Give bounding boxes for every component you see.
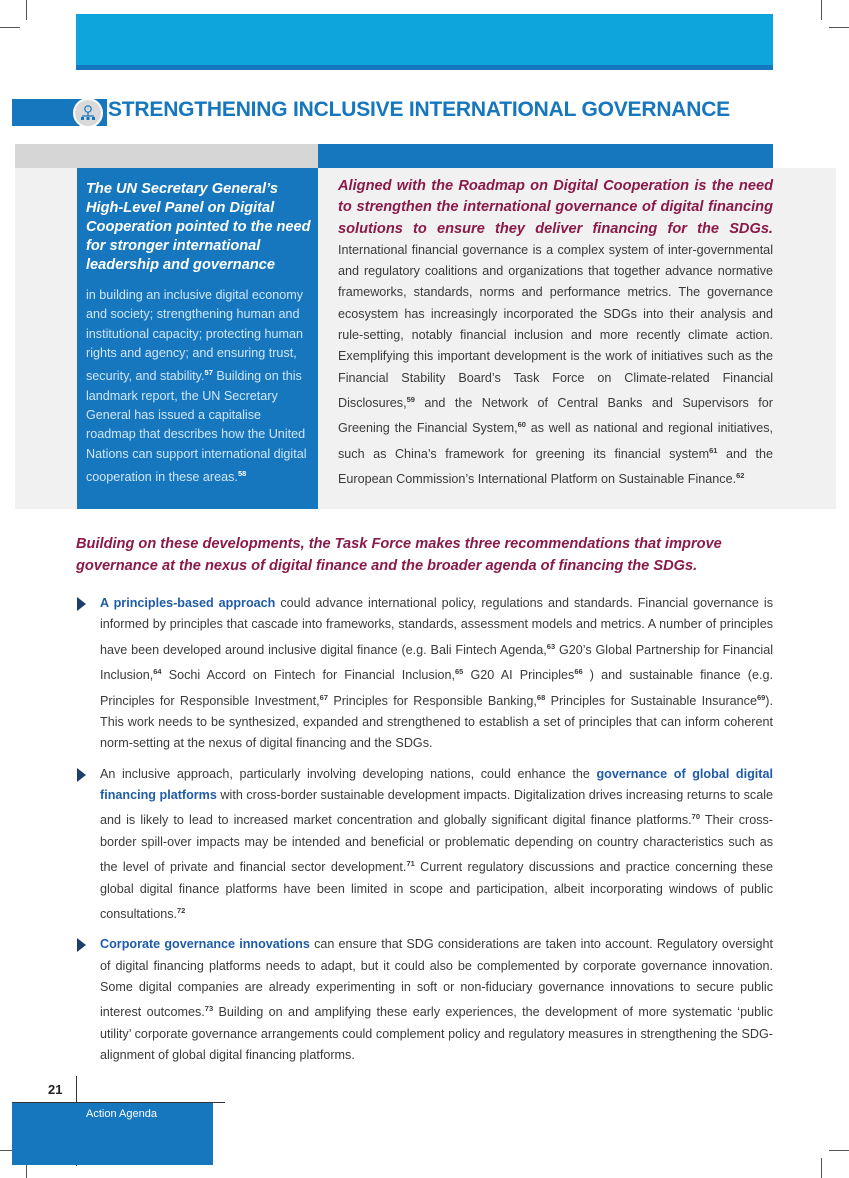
section-badge — [73, 98, 103, 128]
footnote-ref: 59 — [406, 394, 415, 404]
header-band — [76, 14, 773, 66]
list-item — [76, 934, 773, 1066]
recommendation-text: Their cross-border spill-over impacts may be intended and beneficial or problematic depending on country characteristics such as the level of private and financial sector development. — [100, 813, 773, 875]
footnote-ref: 71 — [406, 859, 415, 869]
footnote-ref: 72 — [177, 905, 186, 915]
main-lead: Aligned with the Roadmap on Digital Cooperation is the need to strengthen the international governance of digital financing solutions to ensure they deliver financing for the SDGs. — [338, 178, 773, 237]
sidebar-body-text: in building an inclusive digital economy and society; strengthening human and institutional capacity; protecting human rights and agency; and ensuring trust, security, and stability. — [86, 288, 304, 384]
triangle-bullet-icon — [77, 597, 86, 611]
section-title: STRENGTHENING INCLUSIVE INTERNATIONAL GOVERNANCE — [108, 98, 730, 121]
recommendation-text: Principles for Responsible Banking, — [333, 693, 537, 708]
recommendation-text: ) and sustainable finance (e.g. Principles for Responsible Investment, — [100, 668, 774, 708]
footnote-ref: 63 — [546, 641, 556, 651]
crop-mark — [821, 0, 822, 20]
recommendation-text: G20 AI Principles — [470, 668, 575, 683]
footnote-ref: 58 — [237, 468, 247, 478]
recommendation-text: can ensure that SDG considerations are taken into account. Regulatory oversight of digital financing platforms needs to adapt, but it could also be complemented by corporate governance innovation. Some digital companies are already experimenting in soft or non-fiduciary governance innovations to secure public interest outcomes. — [100, 937, 774, 1020]
recommendation-text: Current regulatory discussions and practice concerning these global digital finance platforms have been limited in scope and participation, albeit incorporating windows of public consultations. — [100, 860, 773, 921]
crop-mark — [0, 27, 20, 28]
footnote-ref: 68 — [536, 692, 546, 702]
recommendation-highlight: Corporate governance innovations — [100, 937, 310, 952]
list-item — [76, 764, 773, 926]
main-paragraph: International financial governance is a complex system of inter-governmental and regulatory coalitions and organizations that together advance normative frameworks, standards, norms and performance metrics. The governance ecosystem has increasingly incorporated the SDGs into their analysis and rule-setting, notably financial inclusion and more recently climate action. Exemplifying this important development is the work of initiatives such as the Financial Stability Board’s Task Force on Climate-related Financial Disclosures, — [338, 242, 773, 411]
recommendation-text: G20’s Global Partnership for Financial Inclusion, — [100, 642, 773, 683]
recommendation-highlight: A principles-based approach — [100, 596, 276, 610]
panel-header-gray — [15, 144, 318, 168]
crop-mark — [829, 1150, 849, 1151]
footnote-ref: 62 — [736, 471, 745, 481]
footnote-ref: 73 — [204, 1004, 214, 1014]
footnote-ref: 61 — [709, 445, 718, 455]
recommendation-text: with cross-border sustainable development impacts. Digitalization drives increasing returns to scale and is likely to lead to increased market concentration and globally significant digital finance platforms. — [100, 787, 774, 828]
recommendations-list — [76, 593, 773, 1075]
sidebar-body-text: Building on this landmark report, the UN Secretary General has issued a capitalise roadmap that describes how the United Nations can support international digital cooperation in these areas. — [86, 369, 307, 485]
page-number: 21 — [48, 1082, 63, 1097]
recommendation-highlight: governance of global digital financing platforms — [100, 766, 773, 802]
recommendation-text: Sochi Accord on Fintech for Financial Inclusion, — [168, 668, 456, 683]
recommendation-text: Principles for Sustainable Insurance — [550, 693, 757, 708]
crop-mark — [26, 0, 27, 20]
sidebar-body — [86, 286, 314, 487]
crop-mark — [821, 1158, 822, 1178]
footer-label: Action Agenda — [86, 1108, 157, 1120]
main-paragraph: and the Network of Central Banks and Supervisors for Greening the Financial System, — [338, 396, 773, 436]
recommendation-text: ). This work needs to be synthesized, expanded and strengthened to establish a set of principles that can inform coherent norm-setting at the nexus of digital financing and the SDGs. — [100, 693, 773, 751]
footnote-ref: 65 — [455, 667, 464, 677]
main-paragraph: as well as national and regional initiatives, such as China’s framework for greening its financial system — [338, 421, 773, 462]
sidebar-heading: The UN Secretary General’s High-Level Panel on Digital Cooperation pointed to the need for stronger international leadership and governance — [86, 181, 311, 273]
footnote-ref: 70 — [691, 812, 701, 822]
recommendation-text: Building on and amplifying these early experiences, the development of more systematic ‘public utility’ corporate governance arrangements could complement policy and regulatory measures in strengthening the SDG-alignment of global digital financing platforms. — [100, 1005, 773, 1062]
triangle-bullet-icon — [77, 938, 86, 952]
panel-header-blue — [318, 144, 773, 168]
header-rule — [76, 65, 773, 70]
footnote-ref: 64 — [153, 667, 162, 677]
recommendations-intro: Building on these developments, the Task Force makes three recommendations that improve governance at the nexus of digital finance and the broader agenda of financing the SDGs. — [76, 536, 722, 574]
main-column-text — [338, 176, 773, 491]
footnote-ref: 67 — [319, 692, 328, 702]
crop-mark — [829, 27, 849, 28]
governance-icon — [79, 104, 97, 122]
triangle-bullet-icon — [77, 768, 86, 782]
footnote-ref: 60 — [517, 420, 526, 430]
footnote-ref: 57 — [204, 368, 213, 378]
recommendation-text: An inclusive approach, particularly involving developing nations, could enhance the — [100, 766, 590, 781]
main-paragraph: and the European Commission’s International Platform on Sustainable Finance. — [338, 447, 773, 487]
recommendation-text: could advance international policy, regulations and standards. Financial governance is informed by principles that cascade into frameworks, standards, assessment models and metrics. A number of principles have been developed around inclusive digital finance (e.g. Bali Fintech Agenda, — [100, 596, 774, 657]
footnote-ref: 66 — [574, 667, 583, 677]
footnote-ref: 69 — [756, 692, 766, 702]
list-item — [76, 593, 773, 755]
